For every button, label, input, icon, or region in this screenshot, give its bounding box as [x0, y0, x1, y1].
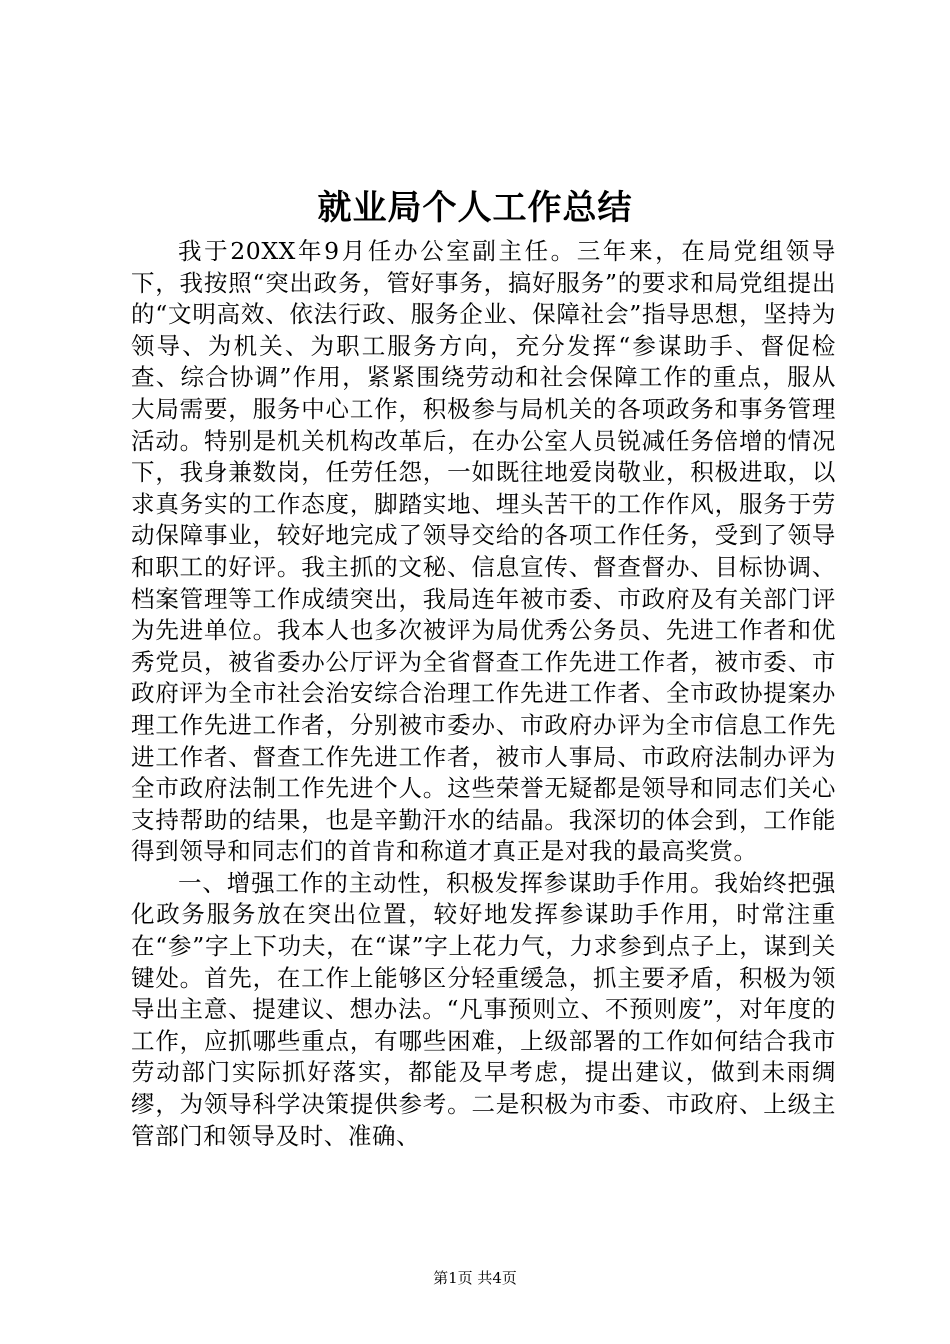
- document-title: 就业局个人工作总结: [317, 188, 633, 228]
- page-footer: 第1页 共4页: [433, 1269, 517, 1287]
- paragraph: 一、增强工作的主动性，积极发挥参谋助手作用。我始终把强化政务服务放在突出位置，较好地发挥参谋助手作用，时常注重在“参”字上下功夫，在“谋”字上花力气，力求参到点子上，谋到关键处。首先，在工作上能够区分轻重缓急，抓主要矛盾，积极为领导出主意、提建议、想办法。“凡事预则立、不预则废”，对年度的工作，应抓哪些重点，有哪些困难，上级部署的工作如何结合我市劳动部门实际抓好落实，都能及早考虑，提出建议，做到未雨绸缪，为领导科学决策提供参考。二是积极为市委、市政府、上级主管部门和领导及时、准确、: [131, 868, 836, 1150]
- paragraph: 我于20XX年9月任办公室副主任。三年来，在局党组领导下，我按照“突出政务，管好事务，搞好服务”的要求和局党组提出的“文明高效、依法行政、服务企业、保障社会”指导思想，坚持为领导、为机关、为职工服务方向，充分发挥“参谋助手、督促检查、综合协调”作用，紧紧围绕劳动和社会保障工作的重点，服从大局需要，服务中心工作，积极参与局机关的各项政务和事务管理活动。特别是机关机构改革后，在办公室人员锐减任务倍增的情况下，我身兼数岗，任劳任怨，一如既往地爱岗敬业，积极进取，以求真务实的工作态度，脚踏实地、埋头苦干的工作作风，服务于劳动保障事业，较好地完成了领导交给的各项工作任务，受到了领导和职工的好评。我主抓的文秘、信息宣传、督查督办、目标协调、档案管理等工作成绩突出，我局连年被市委、市政府及有关部门评为先进单位。我本人也多次被评为局优秀公务员、先进工作者和优秀党员，被省委办公厅评为全省督查工作先进工作者，被市委、市政府评为全市社会治安综合治理工作先进工作者、全市政协提案办理工作先进工作者，分别被市委办、市政府办评为全市信息工作先进工作者、督查工作先进工作者，被市人事局、市政府法制办评为全市政府法制工作先进个人。这些荣誉无疑都是领导和同志们关心支持帮助的结果，也是辛勤汗水的结晶。我深切的体会到，工作能得到领导和同志们的首肯和称道才真正是对我的最高奖赏。: [131, 237, 836, 866]
- document-body: [131, 236, 836, 1152]
